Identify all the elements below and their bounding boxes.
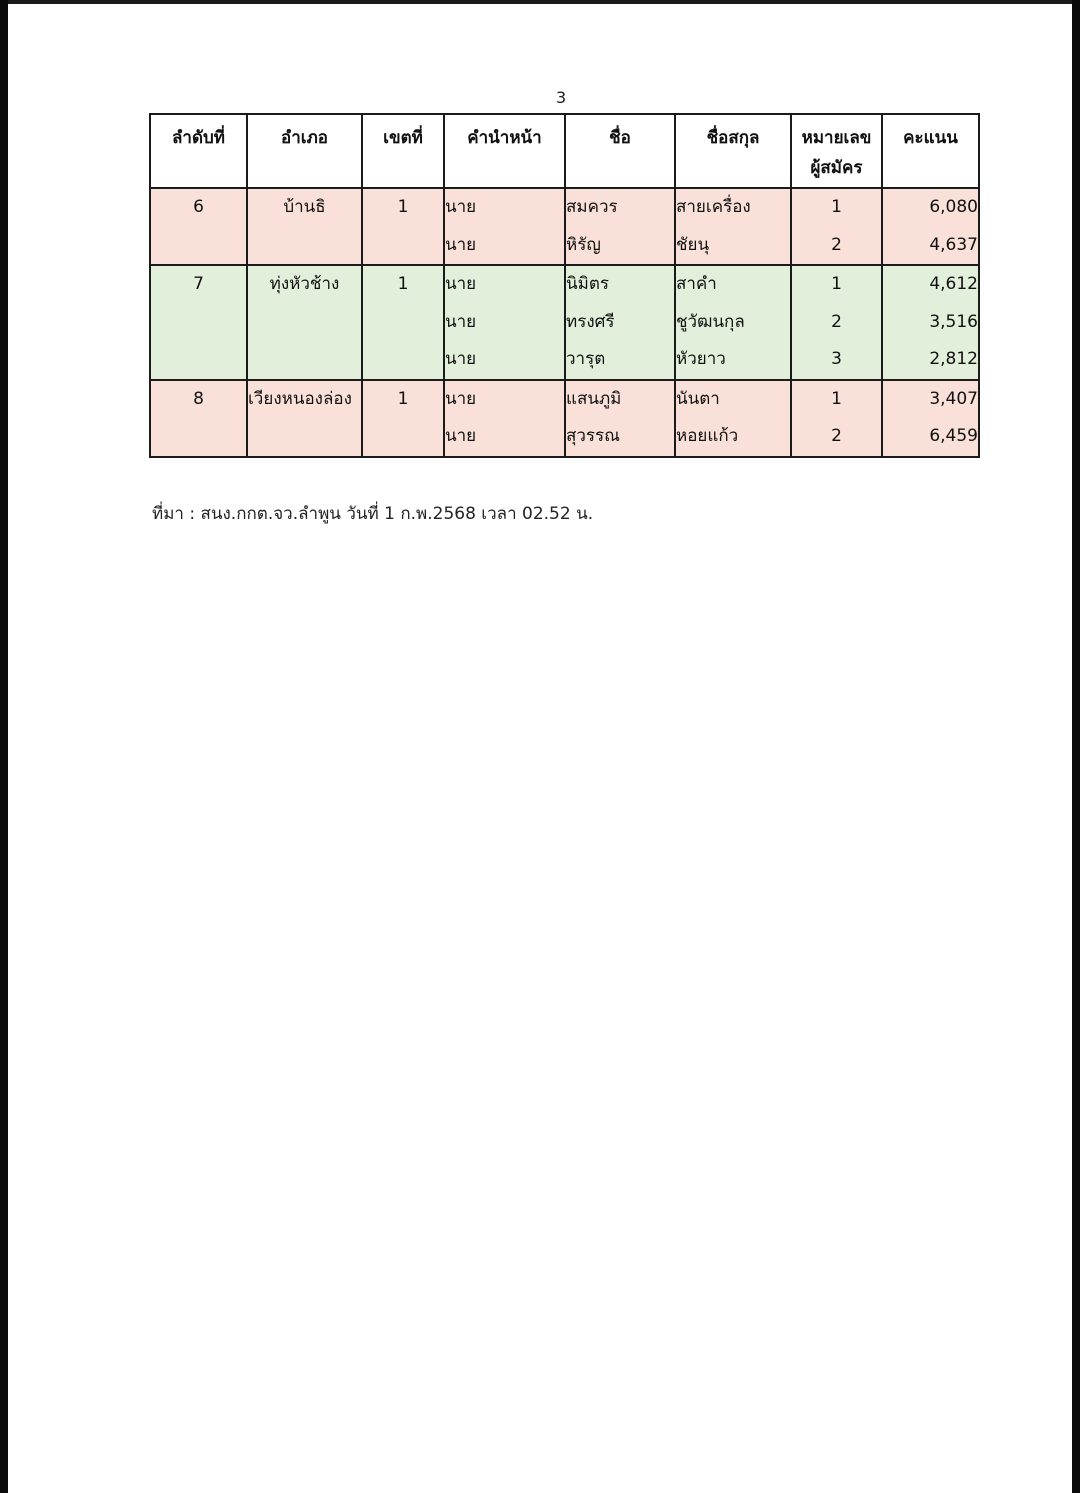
candidate-number-cell: 1 2 3 xyxy=(791,265,882,380)
district-cell: ทุ่งหัวช้าง xyxy=(247,265,362,380)
first-name-cell: สมควร หิรัญ xyxy=(565,188,675,265)
header-order: ลำดับที่ xyxy=(150,114,247,188)
table-row xyxy=(150,380,979,457)
order-cell: 8 xyxy=(150,380,247,457)
header-candidate-number: หมายเลข ผู้สมัคร xyxy=(791,114,882,188)
order-cell: 7 xyxy=(150,265,247,380)
order-cell: 6 xyxy=(150,188,247,265)
prefix-cell: นาย นาย นาย xyxy=(444,265,565,380)
zone-cell: 1 xyxy=(362,265,444,380)
votes-cell: 4,612 3,516 2,812 xyxy=(882,265,979,380)
header-votes: คะแนน xyxy=(882,114,979,188)
screen-edge-left xyxy=(0,0,8,1493)
surname-cell: สายเครื่อง ชัยนุ xyxy=(675,188,791,265)
source-note: ที่มา : สนง.กกต.จว.ลำพูน วันที่ 1 ก.พ.2568 เวลา 02.52 น. xyxy=(152,504,594,524)
first-name-cell: นิมิตร ทรงศรี วารุต xyxy=(565,265,675,380)
table-row xyxy=(150,265,979,380)
header-first-name: ชื่อ xyxy=(565,114,675,188)
zone-cell: 1 xyxy=(362,380,444,457)
header-district: อำเภอ xyxy=(247,114,362,188)
prefix-cell: นาย นาย xyxy=(444,188,565,265)
candidate-number-cell: 1 2 xyxy=(791,188,882,265)
header-prefix: คำนำหน้า xyxy=(444,114,565,188)
screen-edge-right xyxy=(1072,0,1080,1493)
header-surname: ชื่อสกุล xyxy=(675,114,791,188)
table-header-row xyxy=(150,114,979,188)
district-cell: บ้านธิ xyxy=(247,188,362,265)
election-results-table xyxy=(149,113,980,458)
header-zone: เขตที่ xyxy=(362,114,444,188)
candidate-number-cell: 1 2 xyxy=(791,380,882,457)
votes-cell: 6,080 4,637 xyxy=(882,188,979,265)
prefix-cell: นาย นาย xyxy=(444,380,565,457)
zone-cell: 1 xyxy=(362,188,444,265)
votes-cell: 3,407 6,459 xyxy=(882,380,979,457)
surname-cell: สาคำ ชูวัฒนกุล หัวยาว xyxy=(675,265,791,380)
table-row xyxy=(150,188,979,265)
district-cell: เวียงหนองล่อง xyxy=(247,380,362,457)
surname-cell: นันตา หอยแก้ว xyxy=(675,380,791,457)
page-number: 3 xyxy=(556,88,567,107)
first-name-cell: แสนภูมิ สุวรรณ xyxy=(565,380,675,457)
